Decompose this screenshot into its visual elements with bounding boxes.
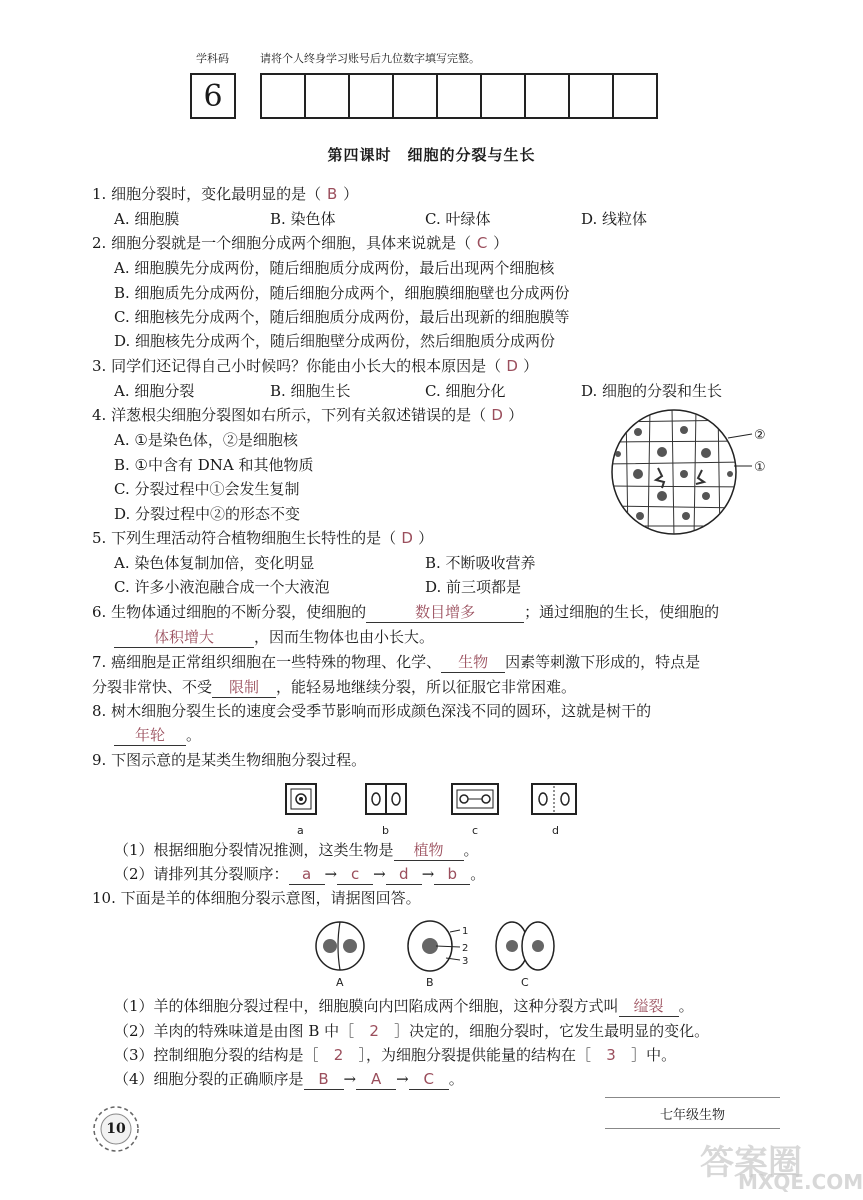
q9-order-3: d bbox=[386, 864, 422, 885]
q8-blank-1: 年轮 bbox=[114, 725, 186, 746]
q4-option-c: C. 分裂过程中①会发生复制 bbox=[114, 480, 300, 498]
q6-blank-1: 数目增多 bbox=[366, 602, 524, 623]
digit-box[interactable] bbox=[392, 73, 438, 119]
q3-option-d: D. 细胞的分裂和生长 bbox=[581, 382, 723, 400]
q10-sub3-answer-1: 2 bbox=[333, 1046, 344, 1064]
q2-option-d: D. 细胞核先分成两个，随后细胞壁分成两份，然后细胞质分成两份 bbox=[114, 332, 556, 350]
q9-sub1-blank: 植物 bbox=[394, 840, 464, 861]
q5-option-d: D. 前三项都是 bbox=[425, 578, 522, 596]
q1-option-a: A. 细胞膜 bbox=[114, 210, 180, 228]
q6-line2: 体积增大 ，因而生物体也由小长大。 bbox=[114, 627, 434, 648]
q3-answer: D bbox=[506, 357, 518, 375]
lesson-title: 第四课时 细胞的分裂与生长 bbox=[327, 146, 536, 164]
cell-label-c: c bbox=[472, 824, 479, 837]
q10-order-3: C bbox=[409, 1069, 449, 1090]
q5-answer: D bbox=[401, 529, 413, 547]
q8-line2: 年轮 。 bbox=[114, 725, 201, 746]
q9-order-2: c bbox=[337, 864, 373, 885]
q10-sub4: （4）细胞分裂的正确顺序是 B → A → C 。 bbox=[114, 1070, 464, 1088]
q2-stem: 2. 细胞分裂就是一个细胞分成两个细胞，具体来说就是（ C ） bbox=[92, 234, 509, 252]
digit-box[interactable] bbox=[612, 73, 658, 119]
q4-answer: D bbox=[491, 406, 503, 424]
cell-label-B: B bbox=[426, 976, 434, 989]
q2-option-a: A. 细胞膜先分成两份，随后细胞质分成两份，最后出现两个细胞核 bbox=[114, 259, 555, 277]
watermark-logo: 答案圈 bbox=[700, 1143, 802, 1183]
q10-order-2: A bbox=[356, 1069, 396, 1090]
fig-label-2: ② bbox=[754, 428, 766, 443]
digit-box[interactable] bbox=[436, 73, 482, 119]
q10-sub1: （1）羊的体细胞分裂过程中，细胞膜向内凹陷成两个细胞，这种分裂方式叫 缢裂 。 bbox=[114, 997, 694, 1015]
plant-cell-division-figure bbox=[280, 782, 590, 842]
q2-option-c: C. 细胞核先分成两个，随后细胞质分成两份，最后出现新的细胞膜等 bbox=[114, 308, 570, 326]
grade-subject-tag: 七年级生物 bbox=[605, 1097, 780, 1129]
q10-stem: 10. 下面是羊的体细胞分裂示意图，请据图回答。 bbox=[92, 889, 421, 907]
subject-code-box: 6 bbox=[190, 73, 236, 119]
account-digit-boxes bbox=[262, 73, 658, 119]
cell-c bbox=[452, 784, 498, 814]
q10-order-1: B bbox=[304, 1069, 344, 1090]
q10-sub2: （2）羊肉的特殊味道是由图 B 中［ 2 ］决定的，细胞分裂时，它发生最明显的变化。 bbox=[114, 1022, 710, 1040]
q9-stem: 9. 下图示意的是某类生物细胞分裂过程。 bbox=[92, 751, 367, 769]
q9-sub1: （1）根据细胞分裂情况推测，这类生物是 植物 。 bbox=[114, 841, 479, 859]
cell-label-d: d bbox=[552, 824, 559, 837]
fig-label-1: ① bbox=[754, 460, 766, 475]
q3-option-b: B. 细胞生长 bbox=[270, 382, 351, 400]
q10-sub3-answer-2: 3 bbox=[606, 1046, 616, 1064]
q4-option-d: D. 分裂过程中②的形态不变 bbox=[114, 505, 301, 523]
q9-sub2: （2）请排列其分裂顺序： a → c → d → b 。 bbox=[114, 865, 486, 883]
q1-option-d: D. 线粒体 bbox=[581, 210, 648, 228]
q9-order-1: a bbox=[289, 864, 325, 885]
cell-a bbox=[286, 784, 316, 814]
q9-order-4: b bbox=[434, 864, 470, 885]
cell-B-part-2: 2 bbox=[462, 943, 469, 954]
cell-B bbox=[408, 921, 468, 971]
q8-line1: 8. 树木细胞分裂生长的速度会受季节影响而形成颜色深浅不同的圆环，这就是树干的 bbox=[92, 702, 652, 720]
q1-stem: 1. 细胞分裂时，变化最明显的是（ B ） bbox=[92, 185, 359, 203]
onion-root-tip-figure bbox=[606, 408, 786, 538]
cell-label-b: b bbox=[382, 824, 389, 837]
sheep-cell-division-figure bbox=[300, 918, 570, 990]
q5-option-b: B. 不断吸收营养 bbox=[425, 554, 536, 572]
digit-box[interactable] bbox=[260, 73, 306, 119]
q4-option-b: B. ①中含有 DNA 和其他物质 bbox=[114, 456, 314, 474]
q5-option-c: C. 许多小液泡融合成一个大液泡 bbox=[114, 578, 330, 596]
digit-box[interactable] bbox=[568, 73, 614, 119]
q2-answer: C bbox=[476, 234, 488, 252]
cell-b bbox=[366, 784, 406, 814]
q7-blank-2: 限制 bbox=[212, 677, 276, 698]
watermark-url: MXQE.COM bbox=[738, 1170, 863, 1194]
q3-option-c: C. 细胞分化 bbox=[425, 382, 506, 400]
cell-label-A: A bbox=[336, 976, 344, 989]
digit-box[interactable] bbox=[524, 73, 570, 119]
q10-sub3: （3）控制细胞分裂的结构是［ 2 ］，为细胞分裂提供能量的结构在［ 3 ］中。 bbox=[114, 1046, 677, 1064]
q1-answer: B bbox=[326, 185, 338, 203]
q3-stem: 3. 同学们还记得自己小时候吗？你能由小长大的根本原因是（ D ） bbox=[92, 357, 539, 375]
q5-stem: 5. 下列生理活动符合植物细胞生长特性的是（ D ） bbox=[92, 529, 434, 547]
q2-option-b: B. 细胞质先分成两份，随后细胞分成两个，细胞膜细胞壁也分成两份 bbox=[114, 284, 570, 302]
q5-option-a: A. 染色体复制加倍，变化明显 bbox=[114, 554, 315, 572]
q4-option-a: A. ①是染色体，②是细胞核 bbox=[114, 431, 298, 449]
cell-B-part-3: 3 bbox=[462, 956, 469, 967]
q6-line1: 6. 生物体通过细胞的不断分裂，使细胞的 数目增多 ；通过细胞的生长，使细胞的 bbox=[92, 603, 720, 621]
cell-label-C: C bbox=[521, 976, 529, 989]
q7-line2: 分裂非常快、不受 限制 ，能轻易地继续分裂，所以征服它非常困难。 bbox=[92, 678, 577, 696]
digit-box[interactable] bbox=[348, 73, 394, 119]
q6-blank-2: 体积增大 bbox=[114, 627, 254, 648]
subject-code-label: 学科码 bbox=[196, 52, 229, 65]
q7-blank-1: 生物 bbox=[441, 652, 505, 673]
page-number: 10 bbox=[106, 1121, 126, 1137]
q1-option-b: B. 染色体 bbox=[270, 210, 336, 228]
q10-sub1-blank: 缢裂 bbox=[619, 996, 679, 1017]
cell-d bbox=[532, 784, 576, 814]
q3-option-a: A. 细胞分裂 bbox=[114, 382, 195, 400]
digit-box[interactable] bbox=[304, 73, 350, 119]
account-instruction: 请将个人终身学习账号后九位数字填写完整。 bbox=[260, 52, 480, 65]
cell-B-part-1: 1 bbox=[462, 926, 469, 937]
q10-sub2-answer: 2 bbox=[369, 1022, 379, 1040]
q4-stem: 4. 洋葱根尖细胞分裂图如右所示，下列有关叙述错误的是（ D ） bbox=[92, 406, 524, 424]
q7-line1: 7. 癌细胞是正常组织细胞在一些特殊的物理、化学、 生物 因素等刺激下形成的，特点是 bbox=[92, 653, 701, 671]
cell-A bbox=[316, 922, 364, 970]
cell-label-a: a bbox=[297, 824, 304, 837]
cell-C bbox=[496, 922, 554, 970]
q1-option-c: C. 叶绿体 bbox=[425, 210, 491, 228]
digit-box[interactable] bbox=[480, 73, 526, 119]
